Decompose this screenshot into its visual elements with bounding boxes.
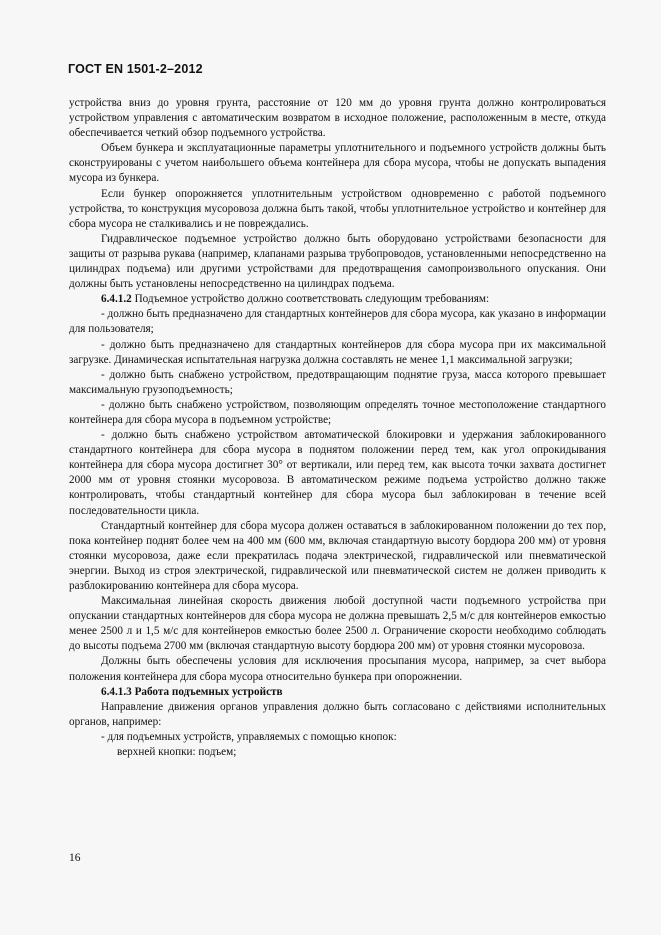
section-6-4-1-3 <box>69 685 606 700</box>
list-item: - должно быть снабжено устройством, позволяющим определять точное местоположение стандартного контейнера для сбора мусора в подъемном устройстве; <box>69 398 606 426</box>
list-item: - должно быть предназначено для стандартных контейнеров для сбора мусора при их максимальной загрузке. Динамическая испытательная нагрузка должна составлять не менее 1,1 максимальной загрузки; <box>69 338 606 366</box>
paragraph: Направление движения органов управления должно быть согласовано с действиями исполнительных органов, например: <box>69 700 606 728</box>
list-item: - должно быть снабжено устройством, предотвращающим поднятие груза, масса которого превышает максимальную грузоподъемность; <box>69 368 606 396</box>
list-item: - для подъемных устройств, управляемых с помощью кнопок: <box>101 730 397 743</box>
section-number: 6.4.1.3 <box>101 685 132 698</box>
paragraph: Должны быть обеспечены условия для исключения просыпания мусора, например, за счет выбора положения контейнера для сбора мусора относительно бункера при опорожнении. <box>69 655 606 683</box>
paragraph: устройства вниз до уровня грунта, расстояние от 120 мм до уровня грунта должно контролироваться устройством управления с автоматическим возвратом в исходное положение, расположенным в месте, откуда обеспечивается четкий обзор подъемного устройства. <box>69 97 606 140</box>
paragraph: Объем бункера и эксплуатационные параметры уплотнительного и подъемного устройств должны быть сконструированы с учетом наибольшего объема контейнера для сбора мусора, чтобы не допускать выпадения мусора из бункера. <box>69 142 606 185</box>
page-number: 16 <box>69 852 81 864</box>
paragraph: Гидравлическое подъемное устройство должно быть оборудовано устройствами безопасности для защиты от разрыва рукава (например, клапанами разрыва трубопроводов, установленными непосредственно на цилиндрах подъема) или другими устройствами для предотвращения самопроизвольного опускания. Они должны быть установлены непосредственно на цилиндрах подъема. <box>69 232 606 291</box>
section-text: Подъемное устройство должно соответствовать следующим требованиям: <box>134 293 490 306</box>
section-number: 6.4.1.2 <box>101 293 132 306</box>
list-subitem: верхней кнопки: подъем; <box>117 746 237 759</box>
section-heading: Работа подъемных устройств <box>134 685 283 698</box>
body-text <box>69 96 606 760</box>
list-item: - должно быть снабжено устройством автоматической блокировки и удержания заблокированного стандартного контейнера для сбора мусора в поднятом положении перед тем, как угол опрокидывания контейнера для сбора мусора достигнет 30° от вертикали, или перед тем, как высота точки захвата достигнет 2000 мм от уровня стоянки мусоровоза. В автоматическом режиме подъема устройство должно также контролировать, чтобы стандартный контейнер для сбора мусора был заблокирован в течение всей последовательности цикла. <box>69 429 606 517</box>
section-6-4-1-2 <box>69 292 606 307</box>
paragraph: Если бункер опорожняется уплотнительным устройством одновременно с работой подъемного устройства, то конструкция мусоровоза должна быть такой, чтобы уплотнительное устройство и контейнер для сбора мусора не сталкивались и не повреждались. <box>69 187 606 230</box>
paragraph: Максимальная линейная скорость движения любой доступной части подъемного устройства при опускании стандартных контейнеров для сбора мусора не должна превышать 2,5 м/с для контейнеров емкостью менее 2500 л и 1,5 м/с для контейнеров емкостью более 2500 л. Ограничение скорости необходимо соблюдать до высоты подъема 2700 мм (включая стандартную высоту бордюра 200 мм) от уровня стоянки мусоровоза. <box>69 595 606 653</box>
paragraph: Стандартный контейнер для сбора мусора должен оставаться в заблокированном положении до тех пор, пока контейнер поднят более чем на 400 мм (600 мм, включая стандартную высоту бордюра 200 мм) от уровня стоянки мусоровоза, даже если прекратилась подача электрической, гидравлической или пневматической энергии. Выход из строя электрической, гидравлической или пневматической систем не должен приводить к разблокированию контейнера для сбора мусора. <box>69 519 606 592</box>
list-item: - должно быть предназначено для стандартных контейнеров для сбора мусора, как указано в информации для пользователя; <box>69 308 606 336</box>
document-header: ГОСТ EN 1501-2–2012 <box>68 62 203 76</box>
